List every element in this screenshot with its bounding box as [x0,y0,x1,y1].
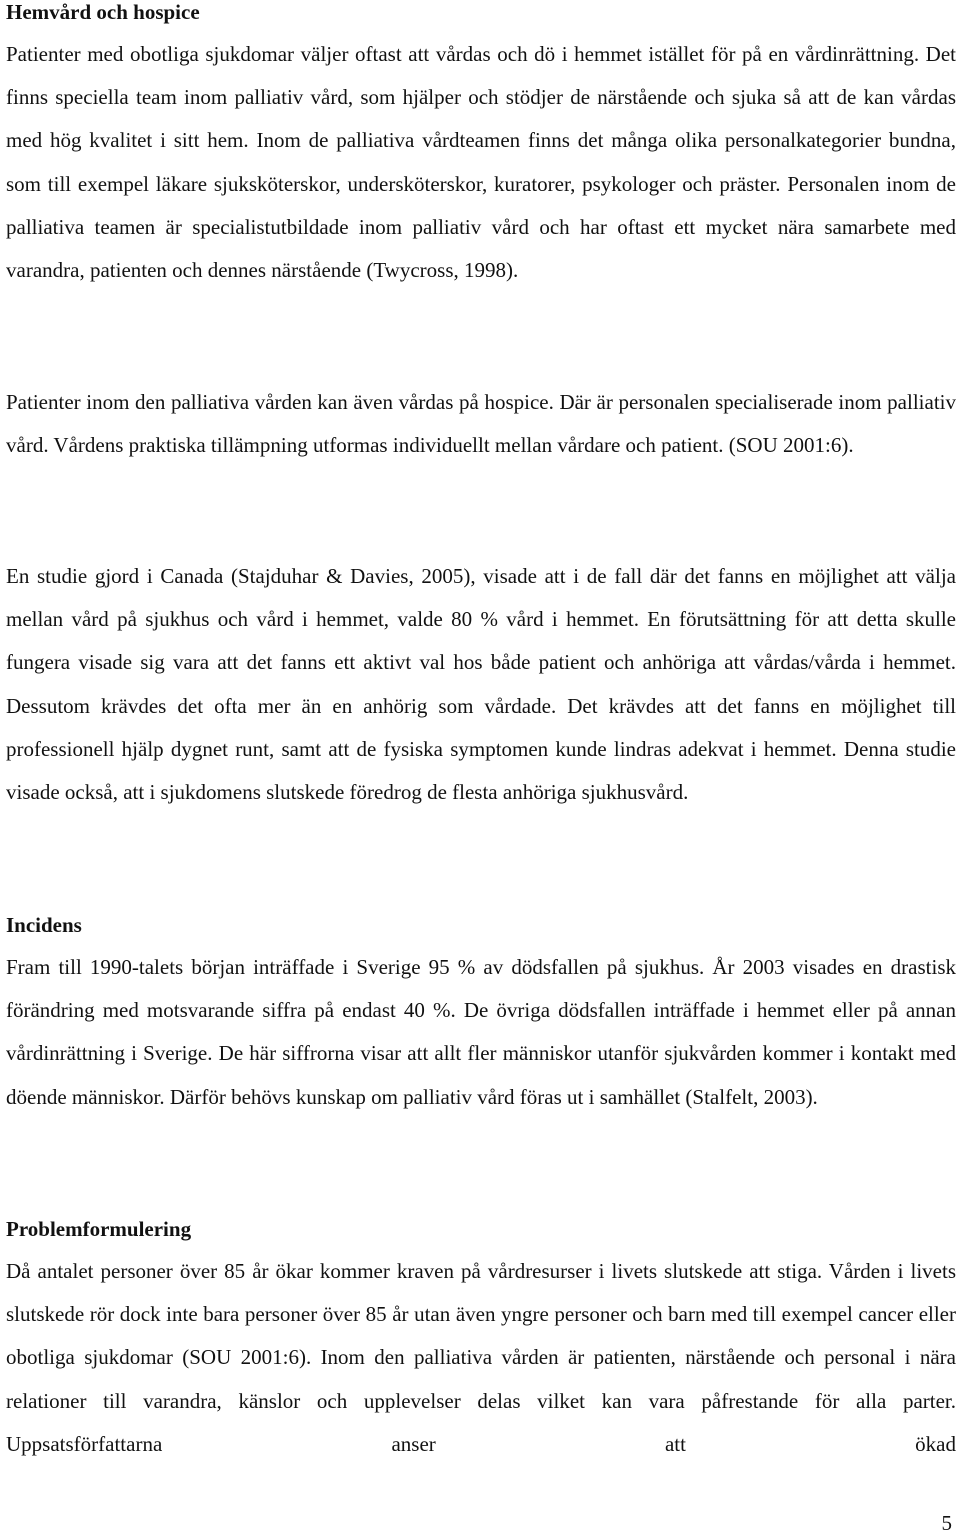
paragraph-canada-study: En studie gjord i Canada (Stajduhar & Davies, 2005), visade att i de fall där det fanns en möjlighet att välja mellan vård på sjukhus och vård i hemmet, valde 80 % vård i hemmet. En förutsättning för att detta skulle fungera visade sig vara att det fanns ett aktivt val hos både patient och anhöriga att vårdas/vårda i hemmet. Dessutom krävdes det ofta mer än en anhörig som vårdade. Det krävdes att det fanns en möjlighet till professionell hjälp dygnet runt, samt att de fysiska symptomen kunde lindras adekvat i hemmet. Denna studie visade också, att i sjukdomens slutskede föredrog de flesta anhöriga sjukhusvård. [6,564,956,805]
paragraph-problemformulering: Då antalet personer över 85 år ökar kommer kraven på vårdresurser i livets slutskede att stiga. Vården i livets slutskede rör dock inte bara personer över 85 år utan även yngre personer och barn med till exempel cancer eller obotliga sjukdomar (SOU 2001:6). Inom den palliativa vården är patienten, närstående och personal i nära relationer till varandra, känslor och upplevelser delas vilket kan vara påfrestande för alla parter. Uppsatsförfattarna anser att ökad [6,1259,956,1456]
section-heading-problemformulering: Problemformulering [6,1217,192,1241]
page-number: 5 [941,1511,952,1535]
section-heading-incidens: Incidens [6,913,82,937]
paragraph-hemvard-1: Patienter med obotliga sjukdomar väljer oftast att vårdas och dö i hemmet istället för på en vårdinrättning. Det finns speciella team inom palliativ vård, som hjälper och stödjer de närstående och sjuka så att de kan vårdas med hög kvalitet i sitt hem. Inom de palliativa vårdteamen finns det många olika personalkategorier bundna, som till exempel läkare sjuksköterskor, undersköterskor, kuratorer, psykologer och präster. Personalen inom de palliativa teamen är specialistutbildade inom palliativ vård och har oftast ett mycket nära samarbete med varandra, patienten och dennes närstående (Twycross, 1998). [6,42,956,283]
paragraph-incidens: Fram till 1990-talets början inträffade i Sverige 95 % av dödsfallen på sjukhus. År 2003 visades en drastisk förändring med motsvarande siffra på endast 40 %. De övriga dödsfallen inträffade i hemmet eller på annan vårdinrättning i Sverige. De här siffrorna visar att allt fler människor utanför sjukvården kommer i kontakt med döende människor. Därför behövs kunskap om palliativ vård föras ut i samhället (Stalfelt, 2003). [6,955,956,1109]
paragraph-hospice: Patienter inom den palliativa vården kan även vårdas på hospice. Där är personalen specialiserade inom palliativ vård. Vårdens praktiska tillämpning utformas individuellt mellan vårdare och patient. (SOU 2001:6). [6,390,956,458]
section-heading-hemvard: Hemvård och hospice [6,0,200,24]
